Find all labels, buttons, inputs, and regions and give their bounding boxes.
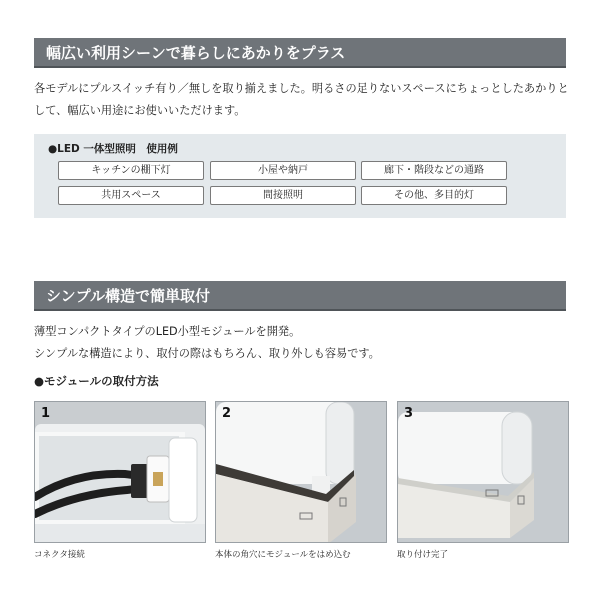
paragraph-line: して、幅広い用途にお使いいただけます。: [34, 104, 246, 117]
structure-paragraph: [34, 321, 570, 365]
usage-example-item: 廊下・階段などの通路: [361, 161, 507, 180]
usage-examples-panel: [34, 134, 566, 218]
install-method-title: ●モジュールの取付方法: [34, 374, 159, 388]
section-banner-usage: [34, 38, 566, 68]
install-step-1-photo: [34, 401, 206, 543]
usage-example-item: 小屋や納戸: [210, 161, 356, 180]
install-step-3-photo: [397, 401, 569, 543]
usage-example-item: 共用スペース: [58, 186, 204, 205]
step-caption: 本体の角穴にモジュールをはめ込む: [215, 550, 351, 560]
installed-module-illustration: [398, 402, 569, 543]
usage-example-item: キッチンの棚下灯: [58, 161, 204, 180]
section-title: シンプル構造で簡単取付: [46, 287, 211, 305]
section-banner-structure: [34, 281, 566, 311]
usage-examples-title: ●LED 一体型照明 使用例: [48, 143, 178, 155]
paragraph-line: シンプルな構造により、取付の際はもちろん、取り外しも容易です。: [34, 347, 380, 360]
usage-paragraph: [34, 78, 570, 122]
step-number: 2: [222, 406, 232, 421]
paragraph-line: 薄型コンパクトタイプのLED小型モジュールを開発。: [34, 325, 301, 338]
section-title: 幅広い利用シーンで暮らしにあかりをプラス: [46, 44, 346, 62]
usage-example-item: 間接照明: [210, 186, 356, 205]
module-insert-illustration: [216, 402, 387, 543]
connector-photo-illustration: [35, 402, 206, 543]
usage-example-item: その他、多目的灯: [361, 186, 507, 205]
step-caption: 取り付け完了: [397, 550, 449, 560]
step-caption: コネクタ接続: [34, 550, 85, 560]
step-number: 1: [41, 406, 51, 421]
install-step-2-photo: [215, 401, 387, 543]
step-number: 3: [404, 406, 414, 421]
paragraph-line: 各モデルにプルスイッチ有り／無しを取り揃えました。明るさの足りないスペースにちょっとしたあかりと: [34, 82, 569, 95]
